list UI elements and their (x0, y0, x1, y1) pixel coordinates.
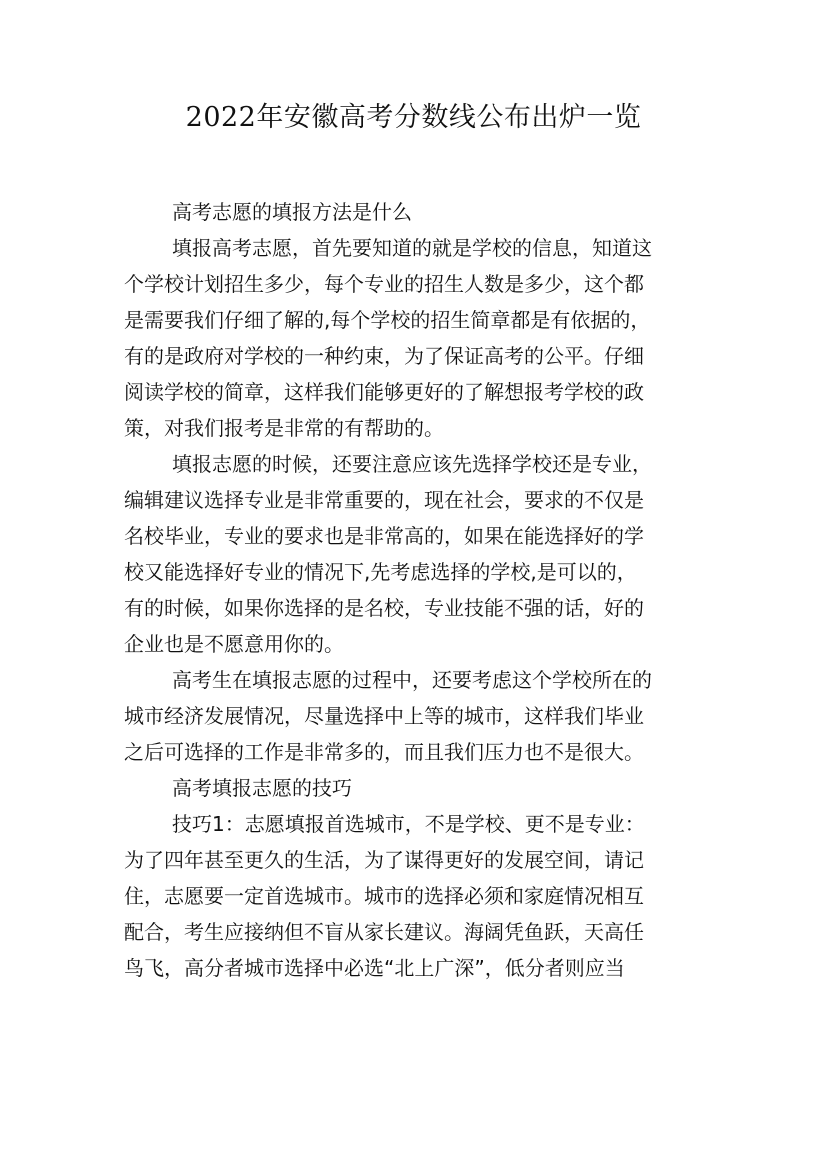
paragraph-line: 住，志愿要一定首选城市。城市的选择必须和家庭情况相互 (124, 884, 644, 908)
document-body (124, 194, 712, 986)
paragraph-line: 名校毕业，专业的要求也是非常高的，如果在能选择好的学 (124, 524, 644, 548)
paragraph-line: 是需要我们仔细了解的,每个学校的招生简章都是有依据的， (124, 308, 651, 332)
paragraph-line: 阅读学校的简章，这样我们能够更好的了解想报考学校的政 (124, 380, 644, 404)
paragraph-line: 城市经济发展情况，尽量选择中上等的城市，这样我们毕业 (124, 704, 644, 728)
document-title: 2022年安徽高考分数线公布出炉一览 (185, 102, 642, 133)
paragraph-line: 技巧1：志愿填报首选城市，不是学校、更不是专业： (172, 812, 645, 836)
paragraph-line: 配合，考生应接纳但不盲从家长建议。海阔凭鱼跃，天高任 (124, 920, 644, 944)
paragraph-line: 之后可选择的工作是非常多的，而且我们压力也不是很大。 (124, 740, 644, 764)
paragraph-line: 有的时候，如果你选择的是名校，专业技能不强的话，好的 (124, 596, 644, 620)
paragraph-line: 鸟飞，高分者城市选择中必选“北上广深”，低分者则应当 (124, 956, 625, 980)
paragraph-line: 编辑建议选择专业是非常重要的，现在社会，要求的不仅是 (124, 488, 644, 512)
section-heading-tips: 高考填报志愿的技巧 (172, 776, 352, 800)
paragraph-line: 填报志愿的时候，还要注意应该先选择学校还是专业， (172, 452, 652, 476)
paragraph-line: 有的是政府对学校的一种约束，为了保证高考的公平。仔细 (124, 344, 644, 368)
paragraph-line: 高考生在填报志愿的过程中，还要考虑这个学校所在的 (172, 668, 652, 692)
paragraph-line: 个学校计划招生多少，每个专业的招生人数是多少，这个都 (124, 272, 644, 296)
paragraph-line: 填报高考志愿，首先要知道的就是学校的信息，知道这 (172, 236, 652, 260)
paragraph-line: 校又能选择好专业的情况下,先考虑选择的学校,是可以的， (124, 560, 637, 584)
paragraph-line: 策，对我们报考是非常的有帮助的。 (124, 416, 444, 440)
paragraph-line: 为了四年甚至更久的生活，为了谋得更好的发展空间，请记 (124, 848, 644, 872)
paragraph-line: 企业也是不愿意用你的。 (124, 632, 344, 656)
section-heading-methods: 高考志愿的填报方法是什么 (172, 200, 412, 224)
